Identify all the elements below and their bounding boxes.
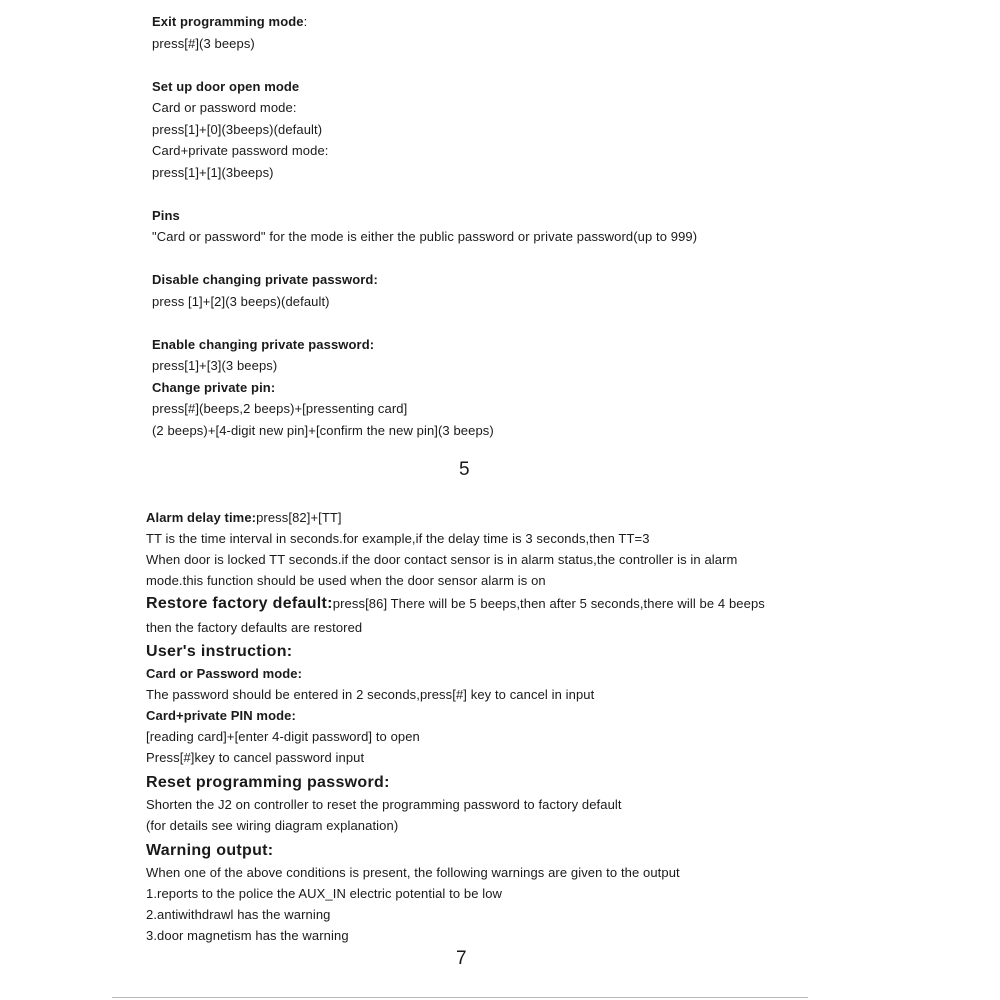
page-number: 5 <box>459 459 470 480</box>
door-mode-line: press[1]+[1](3beeps) <box>152 165 274 180</box>
exit-programming-instruction: press[#](3 beeps) <box>152 36 255 51</box>
restore-factory-default: Restore factory default:press[86] There will be 5 beeps,then after 5 seconds,there will be 4 beeps <box>146 595 765 612</box>
change-pin-line: press[#](beeps,2 beeps)+[pressenting card] <box>152 401 408 416</box>
alarm-delay-heading: Alarm delay time:press[82]+[TT] <box>146 510 342 525</box>
warning-line: 2.antiwithdrawl has the warning <box>146 907 331 922</box>
door-mode-line: Card+private password mode: <box>152 143 329 158</box>
enable-private-password-heading: Enable changing private password: <box>152 337 375 352</box>
card-or-password-mode-heading: Card or Password mode: <box>146 666 303 681</box>
pins-heading: Pins <box>152 208 180 223</box>
card-pin-line: [reading card]+[enter 4-digit password] to open <box>146 729 420 744</box>
page-number: 7 <box>456 948 467 969</box>
alarm-delay-line: mode.this function should be used when the door sensor alarm is on <box>146 573 546 588</box>
pins-description: "Card or password" for the mode is either the public password or private password(up to 999) <box>152 229 698 244</box>
enable-private-password-instruction: press[1]+[3](3 beeps) <box>152 358 278 373</box>
card-private-pin-mode-heading: Card+private PIN mode: <box>146 708 296 723</box>
reset-password-line: (for details see wiring diagram explanation) <box>146 818 399 833</box>
page-bottom-rule <box>112 997 808 998</box>
door-mode-line: press[1]+[0](3beeps)(default) <box>152 122 323 137</box>
card-or-password-mode-instruction: The password should be entered in 2 seconds,press[#] key to cancel in input <box>146 687 595 702</box>
change-pin-line: (2 beeps)+[4-digit new pin]+[confirm the new pin](3 beeps) <box>152 423 494 438</box>
warning-output-heading: Warning output: <box>146 842 274 859</box>
change-private-pin-heading: Change private pin: <box>152 380 276 395</box>
disable-private-password-heading: Disable changing private password: <box>152 272 378 287</box>
door-open-mode-heading: Set up door open mode <box>152 79 300 94</box>
users-instruction-heading: User's instruction: <box>146 643 293 660</box>
warning-line: 3.door magnetism has the warning <box>146 928 349 943</box>
card-pin-line: Press[#]key to cancel password input <box>146 750 365 765</box>
alarm-delay-line: When door is locked TT seconds.if the door contact sensor is in alarm status,the controller is in alarm <box>146 552 738 567</box>
reset-programming-password-heading: Reset programming password: <box>146 774 390 791</box>
reset-password-line: Shorten the J2 on controller to reset the programming password to factory default <box>146 797 622 812</box>
disable-private-password-instruction: press [1]+[2](3 beeps)(default) <box>152 294 330 309</box>
warning-line: 1.reports to the police the AUX_IN electric potential to be low <box>146 886 503 901</box>
door-mode-line: Card or password mode: <box>152 100 297 115</box>
alarm-delay-line: TT is the time interval in seconds.for example,if the delay time is 3 seconds,then TT=3 <box>146 531 650 546</box>
exit-programming-heading: Exit programming mode: <box>152 14 308 29</box>
restore-factory-default-line2: then the factory defaults are restored <box>146 620 363 635</box>
warning-line: When one of the above conditions is present, the following warnings are given to the output <box>146 865 680 880</box>
